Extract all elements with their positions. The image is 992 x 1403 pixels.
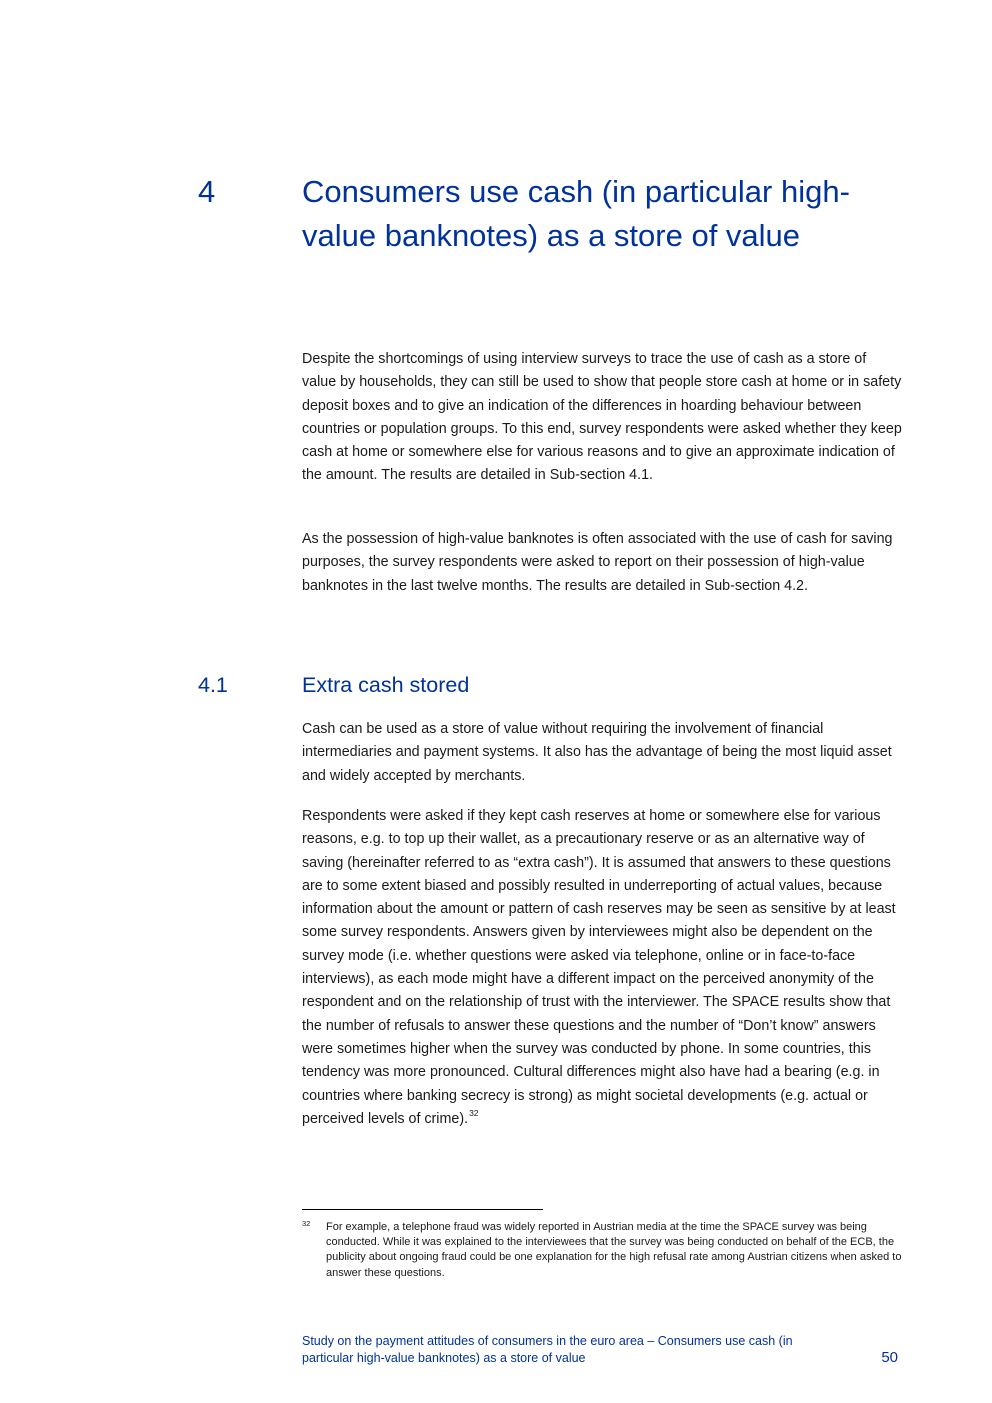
section-title: Extra cash stored [302, 673, 470, 697]
intro-paragraph-2: As the possession of high-value banknotes is often associated with the use of cash for saving purposes, the survey respondents were asked to report on their possession of high-value banknotes in the last twelve months. The results are detailed in Sub-section 4.2. [302, 531, 893, 594]
footnote-number: 32 [302, 1219, 311, 1228]
intro-paragraph-1: Despite the shortcomings of using interview surveys to trace the use of cash as a store of value by households, they can still be used to show that people store cash at home or in safety deposit boxes and to give an indication of the differences in hoarding behaviour between countries or population groups. To this end, survey respondents were asked whether they keep cash at home or somewhere else for various reasons and to give an approximate indication of the amount. The results are detailed in Sub-section 4.1. [302, 351, 902, 484]
footer-title: Study on the payment attitudes of consumers in the euro area – Consumers use cash (in particular high-value banknotes) as a store of value [302, 1334, 793, 1365]
section-paragraph-1: Cash can be used as a store of value without requiring the involvement of financial intermediaries and payment systems. It also has the advantage of being the most liquid asset and widely accepted by merchants. [302, 721, 892, 784]
chapter-number: 4 [198, 174, 216, 209]
section-number: 4.1 [198, 673, 228, 697]
chapter-title: Consumers use cash (in particular high-value banknotes) as a store of value [302, 174, 850, 253]
page-number: 50 [881, 1349, 898, 1366]
footnote-text: For example, a telephone fraud was widely reported in Austrian media at the time the SPACE survey was being conducted. While it was explained to the interviewees that the survey was being conducted on behalf of the ECB, the publicity about ongoing fraud could be one explanation for the high refusal rate among Austrian citizens when asked to answer these questions. [326, 1221, 902, 1279]
footnote-divider [302, 1209, 543, 1210]
footnote-reference[interactable]: 32 [469, 1107, 479, 1118]
section-paragraph-2-text: Respondents were asked if they kept cash reserves at home or somewhere else for various reasons, e.g. to top up their wallet, as a precautionary reserve or as an alternative way of saving (hereinafter referred to as “extra cash”). It is assumed that answers to these questions are to some extent biased and possibly resulted in underreporting of actual values, because information about the amount or pattern of cash reserves may be seen as sensitive by at least some survey respondents. Answers given by interviewees might also be dependent on the survey mode (i.e. whether questions were asked via telephone, online or in face-to-face interviews), as each mode might have a different impact on the perceived anonymity of the respondent and on the relationship of trust with the interviewer. The SPACE results show that the number of refusals to answer these questions and the number of “Don’t know” answers were sometimes higher when the survey was conducted by phone. In some countries, this tendency was more pronounced. Cultural differences might also have had a bearing (e.g. in countries where banking secrecy is strong) as might societal developments (e.g. actual or perceived levels of crime). [302, 808, 896, 1127]
section-paragraph-2 [302, 805, 902, 1131]
